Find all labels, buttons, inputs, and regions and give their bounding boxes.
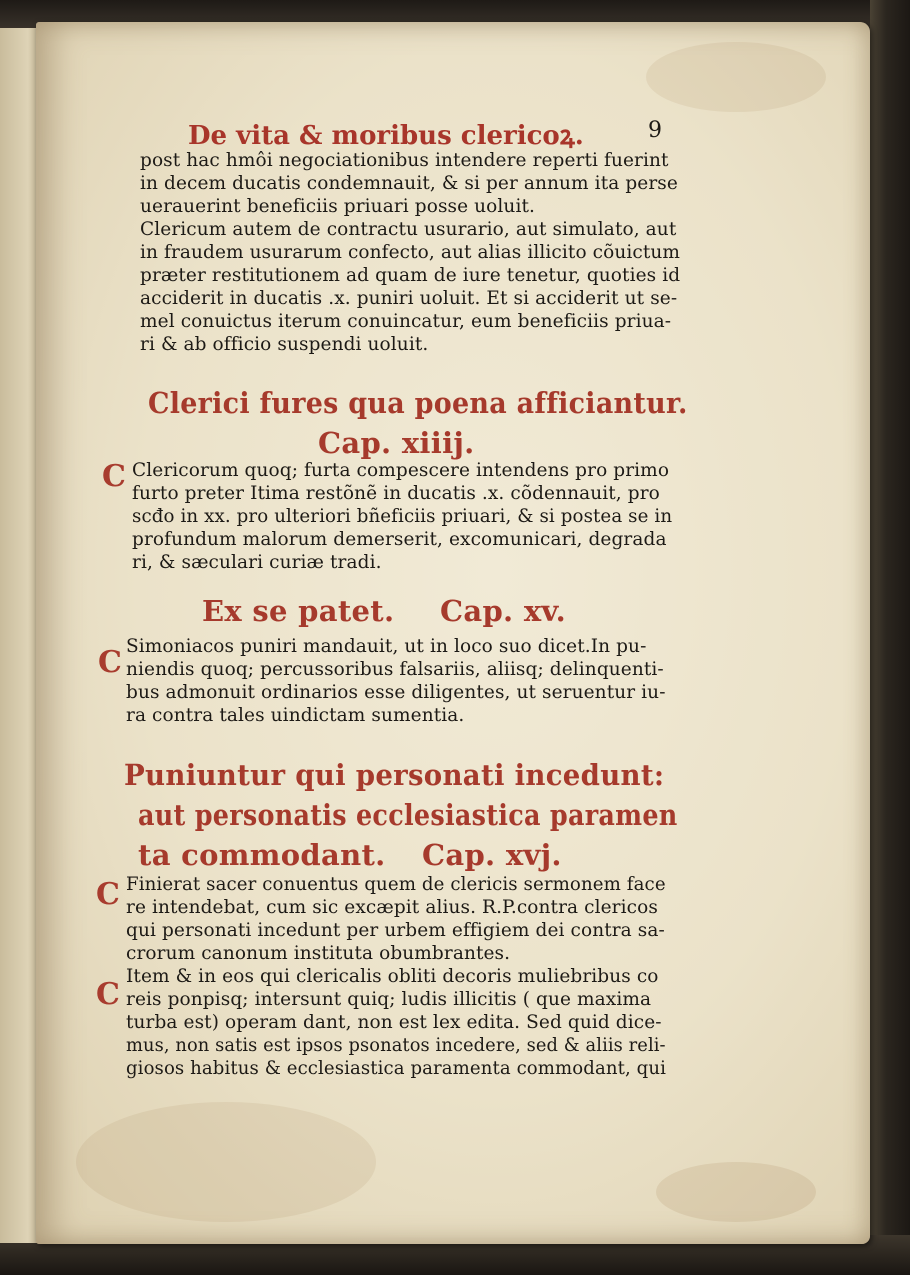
text-line: niendis quoq; percussoribus falsariis, aliisq; delinquenti- bbox=[126, 659, 664, 680]
text-line: mus, non satis est ipsos psonatos incedere, sed & aliis reli- bbox=[126, 1035, 666, 1056]
chapter-heading: Clerici fures qua poena afficiantur. bbox=[148, 386, 688, 420]
text-line: ra contra tales uindictam sumentia. bbox=[126, 705, 465, 726]
paragraph-mark: C bbox=[96, 877, 120, 912]
chapter-heading-line: Puniuntur qui personati incedunt: bbox=[124, 758, 665, 792]
text-line: bus admonuit ordinarios esse diligentes, ut seruentur iu- bbox=[126, 682, 666, 703]
text-line: re intendebat, cum sic excæpit alius. R.P.contra clericos bbox=[126, 897, 658, 918]
facing-page-edge bbox=[0, 28, 41, 1243]
chapter-number: Cap. xvj. bbox=[422, 838, 562, 872]
chapter-heading: Ex se patet. bbox=[202, 594, 395, 628]
text-line: profundum malorum demerserit, excomunicari, degrada bbox=[132, 529, 667, 550]
text-line: post hac hmôi negociationibus intendere reperti fuerint bbox=[140, 150, 669, 171]
text-line: præter restitutionem ad quam de iure tenetur, quoties id bbox=[140, 265, 681, 286]
text-line: ri, & sæculari curiæ tradi. bbox=[132, 552, 382, 573]
chapter-number: Cap. xiiij. bbox=[318, 426, 475, 460]
text-line: mel conuictus iterum conuincatur, eum beneficiis priua- bbox=[140, 311, 672, 332]
text-line: qui personati incedunt per urbem effigiem dei contra sa- bbox=[126, 920, 665, 941]
book-page bbox=[36, 22, 870, 1244]
page-text bbox=[36, 22, 870, 1244]
running-head: De vita & moribus clericoꝝ. bbox=[188, 121, 584, 151]
chapter-heading-line: ta commodant. bbox=[138, 838, 386, 872]
text-line: ri & ab officio suspendi uoluit. bbox=[140, 334, 429, 355]
paragraph-mark: C bbox=[98, 645, 122, 680]
book-board-right bbox=[870, 0, 910, 1275]
text-line: in decem ducatis condemnauit, & si per annum ita perse bbox=[140, 173, 678, 194]
text-line: turba est) operam dant, non est lex edita. Sed quid dice- bbox=[126, 1012, 662, 1033]
text-line: giosos habitus & ecclesiastica paramenta commodant, qui bbox=[126, 1058, 667, 1079]
text-line: Finierat sacer conuentus quem de clericis sermonem face bbox=[126, 874, 666, 895]
text-line: reis ponpisq; intersunt quiq; ludis illicitis ( que maxima bbox=[126, 989, 652, 1010]
folio-number: 9 bbox=[648, 118, 662, 143]
text-line: crorum canonum instituta obumbrantes. bbox=[126, 943, 511, 964]
paragraph-mark: C bbox=[102, 459, 126, 494]
text-line: acciderit in ducatis .x. puniri uoluit. Et si acciderit ut se- bbox=[140, 288, 678, 309]
text-line: Clericorum quoq; furta compescere intendens pro primo bbox=[132, 460, 670, 481]
text-line: Clericum autem de contractu usurario, aut simulato, aut bbox=[140, 219, 677, 240]
chapter-heading-line: aut personatis ecclesiastica paramen bbox=[138, 798, 678, 832]
text-line: uerauerint beneficiis priuari posse uoluit. bbox=[140, 196, 535, 217]
text-line: furto preter Itima restõnẽ in ducatis .x. cõdennauit, pro bbox=[132, 483, 660, 504]
text-line: in fraudem usurarum confecto, aut alias illicito cõuictum bbox=[140, 242, 681, 263]
text-line: Simoniacos puniri mandauit, ut in loco suo dicet.In pu- bbox=[126, 636, 647, 657]
chapter-number: Cap. xv. bbox=[440, 594, 567, 628]
paragraph-mark: C bbox=[96, 977, 120, 1012]
text-line: scđo in xx. pro ulteriori bñeficiis priuari, & si postea se in bbox=[132, 506, 673, 527]
text-line: Item & in eos qui clericalis obliti decoris muliebribus co bbox=[126, 966, 659, 987]
